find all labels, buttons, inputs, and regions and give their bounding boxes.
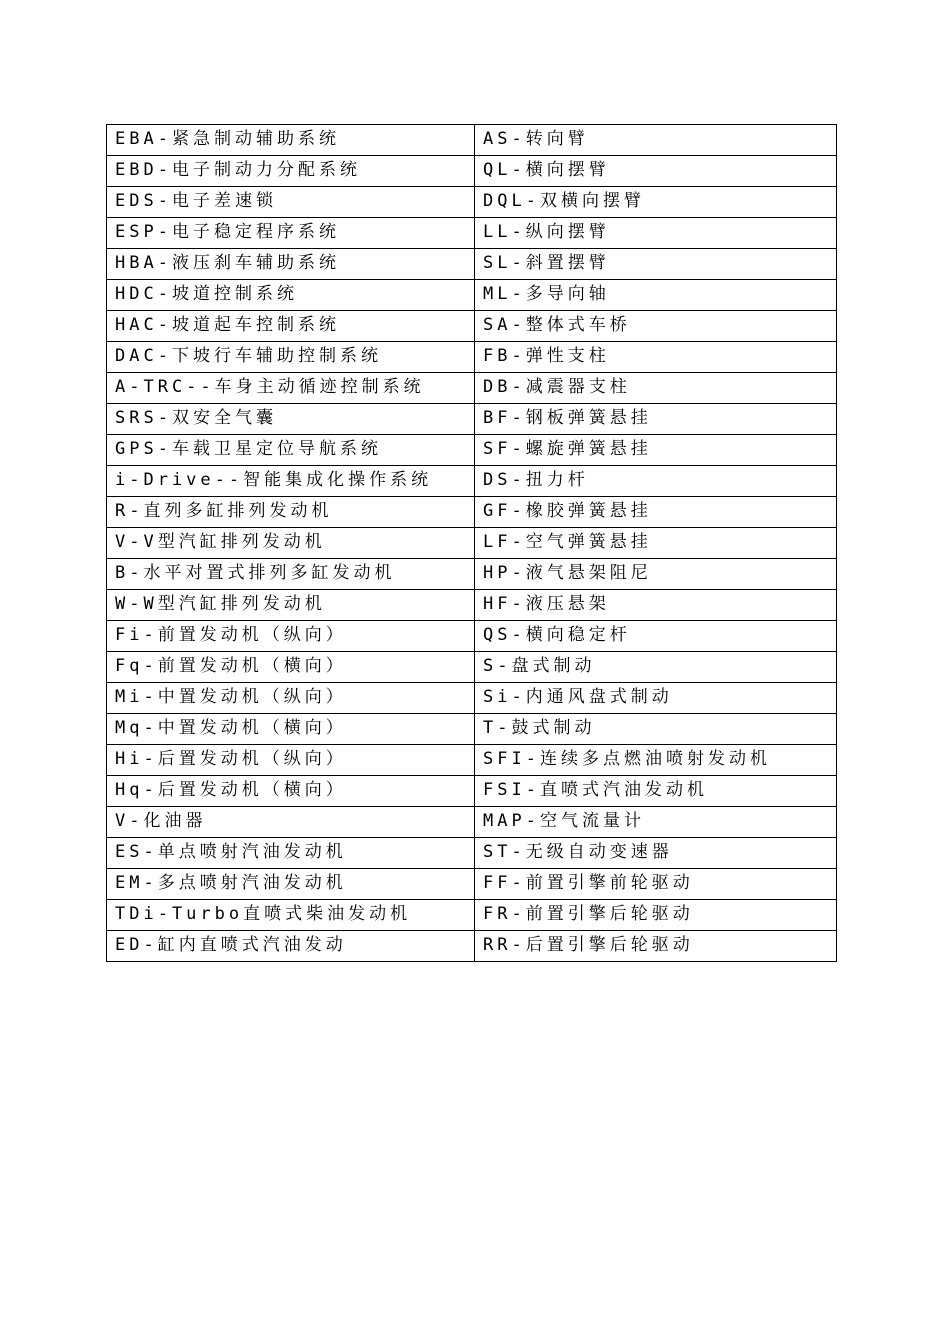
abbreviation-cell-left: HAC-坡道起车控制系统 <box>107 311 475 342</box>
abbreviation-cell-left: A-TRC--车身主动循迹控制系统 <box>107 373 475 404</box>
abbreviation-cell-right: ST-无级自动变速器 <box>475 838 837 869</box>
abbreviation-table-body <box>107 125 837 962</box>
abbreviation-cell-left: V-V型汽缸排列发动机 <box>107 528 475 559</box>
abbreviation-cell-left: R-直列多缸排列发动机 <box>107 497 475 528</box>
abbreviation-cell-right: HP-液气悬架阻尼 <box>475 559 837 590</box>
table-row <box>107 404 837 435</box>
abbreviation-cell-right: RR-后置引擎后轮驱动 <box>475 931 837 962</box>
abbreviation-cell-left: ED-缸内直喷式汽油发动 <box>107 931 475 962</box>
table-row <box>107 683 837 714</box>
table-row <box>107 466 837 497</box>
abbreviation-cell-right: LF-空气弹簧悬挂 <box>475 528 837 559</box>
abbreviation-cell-left: Fq-前置发动机（横向） <box>107 652 475 683</box>
table-row <box>107 435 837 466</box>
abbreviation-cell-left: Fi-前置发动机（纵向） <box>107 621 475 652</box>
table-row <box>107 745 837 776</box>
table-row <box>107 311 837 342</box>
table-row <box>107 590 837 621</box>
abbreviation-cell-right: FF-前置引擎前轮驱动 <box>475 869 837 900</box>
abbreviation-cell-right: SL-斜置摆臂 <box>475 249 837 280</box>
abbreviation-cell-right: GF-橡胶弹簧悬挂 <box>475 497 837 528</box>
table-row <box>107 621 837 652</box>
abbreviation-cell-right: ML-多导向轴 <box>475 280 837 311</box>
abbreviation-cell-right: S-盘式制动 <box>475 652 837 683</box>
abbreviation-cell-right: FSI-直喷式汽油发动机 <box>475 776 837 807</box>
abbreviation-cell-left: DAC-下坡行车辅助控制系统 <box>107 342 475 373</box>
abbreviation-cell-right: AS-转向臂 <box>475 125 837 156</box>
abbreviation-cell-right: SA-整体式车桥 <box>475 311 837 342</box>
abbreviation-cell-left: V-化油器 <box>107 807 475 838</box>
table-row <box>107 280 837 311</box>
table-row <box>107 187 837 218</box>
abbreviation-cell-left: EDS-电子差速锁 <box>107 187 475 218</box>
table-row <box>107 497 837 528</box>
abbreviation-cell-right: DQL-双横向摆臂 <box>475 187 837 218</box>
abbreviation-cell-left: HBA-液压刹车辅助系统 <box>107 249 475 280</box>
table-row <box>107 652 837 683</box>
abbreviation-cell-left: B-水平对置式排列多缸发动机 <box>107 559 475 590</box>
table-row <box>107 528 837 559</box>
abbreviation-cell-right: T-鼓式制动 <box>475 714 837 745</box>
abbreviation-cell-right: SFI-连续多点燃油喷射发动机 <box>475 745 837 776</box>
table-row <box>107 218 837 249</box>
abbreviation-cell-right: MAP-空气流量计 <box>475 807 837 838</box>
abbreviation-cell-right: QL-横向摆臂 <box>475 156 837 187</box>
abbreviation-cell-right: DB-减震器支柱 <box>475 373 837 404</box>
abbreviation-cell-left: TDi-Turbo直喷式柴油发动机 <box>107 900 475 931</box>
table-row <box>107 373 837 404</box>
abbreviation-cell-left: ESP-电子稳定程序系统 <box>107 218 475 249</box>
abbreviation-cell-right: HF-液压悬架 <box>475 590 837 621</box>
abbreviation-cell-left: ES-单点喷射汽油发动机 <box>107 838 475 869</box>
abbreviation-cell-left: EBD-电子制动力分配系统 <box>107 156 475 187</box>
abbreviation-cell-right: Si-内通风盘式制动 <box>475 683 837 714</box>
table-row <box>107 869 837 900</box>
table-row <box>107 714 837 745</box>
abbreviation-cell-left: GPS-车载卫星定位导航系统 <box>107 435 475 466</box>
abbreviation-cell-left: Mq-中置发动机（横向） <box>107 714 475 745</box>
abbreviation-cell-left: EM-多点喷射汽油发动机 <box>107 869 475 900</box>
table-row <box>107 249 837 280</box>
abbreviation-cell-left: Hi-后置发动机（纵向） <box>107 745 475 776</box>
table-row <box>107 342 837 373</box>
table-row <box>107 776 837 807</box>
abbreviation-cell-right: DS-扭力杆 <box>475 466 837 497</box>
abbreviation-cell-right: FR-前置引擎后轮驱动 <box>475 900 837 931</box>
abbreviation-cell-left: SRS-双安全气囊 <box>107 404 475 435</box>
abbreviation-cell-left: EBA-紧急制动辅助系统 <box>107 125 475 156</box>
table-row <box>107 931 837 962</box>
abbreviation-cell-left: Hq-后置发动机（横向） <box>107 776 475 807</box>
abbreviation-cell-left: HDC-坡道控制系统 <box>107 280 475 311</box>
table-row <box>107 900 837 931</box>
abbreviation-cell-left: Mi-中置发动机（纵向） <box>107 683 475 714</box>
abbreviation-cell-right: SF-螺旋弹簧悬挂 <box>475 435 837 466</box>
abbreviation-cell-right: QS-横向稳定杆 <box>475 621 837 652</box>
abbreviation-cell-right: LL-纵向摆臂 <box>475 218 837 249</box>
abbreviation-cell-right: FB-弹性支柱 <box>475 342 837 373</box>
table-row <box>107 559 837 590</box>
table-row <box>107 125 837 156</box>
abbreviation-table <box>106 124 837 962</box>
table-row <box>107 838 837 869</box>
abbreviation-cell-left: W-W型汽缸排列发动机 <box>107 590 475 621</box>
table-row <box>107 156 837 187</box>
abbreviation-cell-left: i-Drive--智能集成化操作系统 <box>107 466 475 497</box>
table-row <box>107 807 837 838</box>
abbreviation-cell-right: BF-钢板弹簧悬挂 <box>475 404 837 435</box>
